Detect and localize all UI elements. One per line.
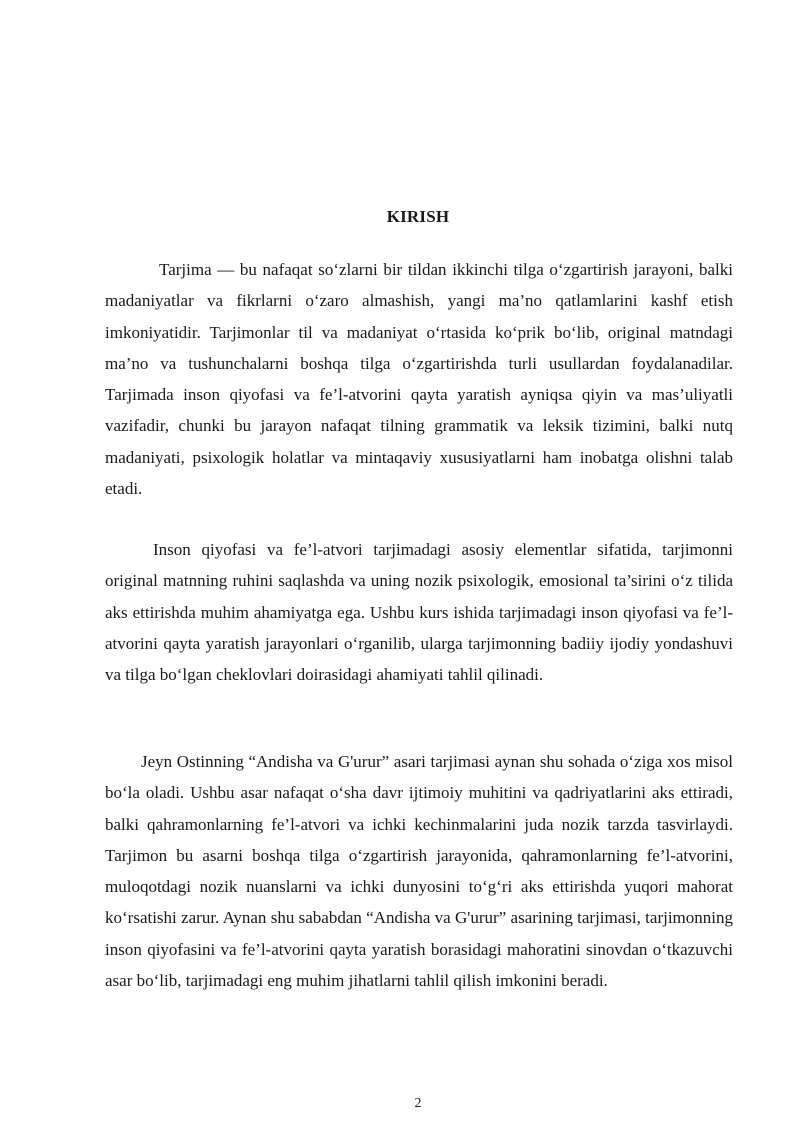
paragraph-character: Inson qiyofasi va fe’l-atvori tarjimadagi asosiy elementlar sifatida, tarjimonni original matnning ruhini saqlashda va uning nozik psixologik, emosional ta’sirini o‘z tilida aks ettirishda muhim ahamiyatga ega. Ushbu kurs ishida tarjimadagi inson qiyofasi va fe’l-atvorini qayta yaratish jarayonlari o‘rganilib, ularga tarjimonning badiiy ijodiy yondashuvi va tilga bo‘lgan cheklovlari doirasidagi ahamiyati tahlil qilinadi.: [105, 540, 733, 685]
paragraph-intro: Tarjima — bu nafaqat so‘zlarni bir tildan ikkinchi tilga o‘zgartirish jarayoni, balki madaniyatlar va fikrlarni o‘zaro almashish, yangi ma’no qatlamlarini kashf etish imkoniyatidir. Tarjimonlar til va madaniyat o‘rtasida ko‘prik bo‘lib, original matndagi ma’no va tushunchalarni boshqa tilga o‘zgartirishda turli usullardan foydalanadilar. Tarjimada inson qiyofasi va fe’l-atvorini qayta yaratish ayniqsa qiyin va mas’uliyatli vazifadir, chunki bu jarayon nafaqat tilning grammatik va leksik tizimini, balki nutq madaniyati, psixologik holatlar va mintaqaviy xususiyatlarni ham inobatga olishni talab etadi.: [105, 260, 733, 499]
page-number: 2: [414, 1096, 422, 1111]
paragraph-austen: Jeyn Ostinning “Andisha va G'urur” asari tarjimasi aynan shu sohada o‘ziga xos misol bo‘la oladi. Ushbu asar nafaqat o‘sha davr ijtimoiy muhitini va qadriyatlarini aks ettiradi, balki qahramonlarning fe’l-atvori va ichki kechinmalarini juda nozik tarzda tasvirlaydi. Tarjimon bu asarni boshqa tilga o‘zgartirish jarayonida, qahramonlarning fe’l-atvorini, muloqotdagi nozik nuanslarni va ichki dunyosini to‘g‘ri aks ettirishda yuqori mahorat ko‘rsatishi zarur. Aynan shu sababdan “Andisha va G'urur” asarining tarjimasi, tarjimonning inson qiyofasini va fe’l-atvorini qayta yaratish borasidagi mahoratini sinovdan o‘tkazuvchi asar bo‘lib, tarjimadagi eng muhim jihatlarni tahlil qilish imkonini beradi.: [105, 752, 733, 991]
page-title: KIRISH: [386, 207, 450, 226]
